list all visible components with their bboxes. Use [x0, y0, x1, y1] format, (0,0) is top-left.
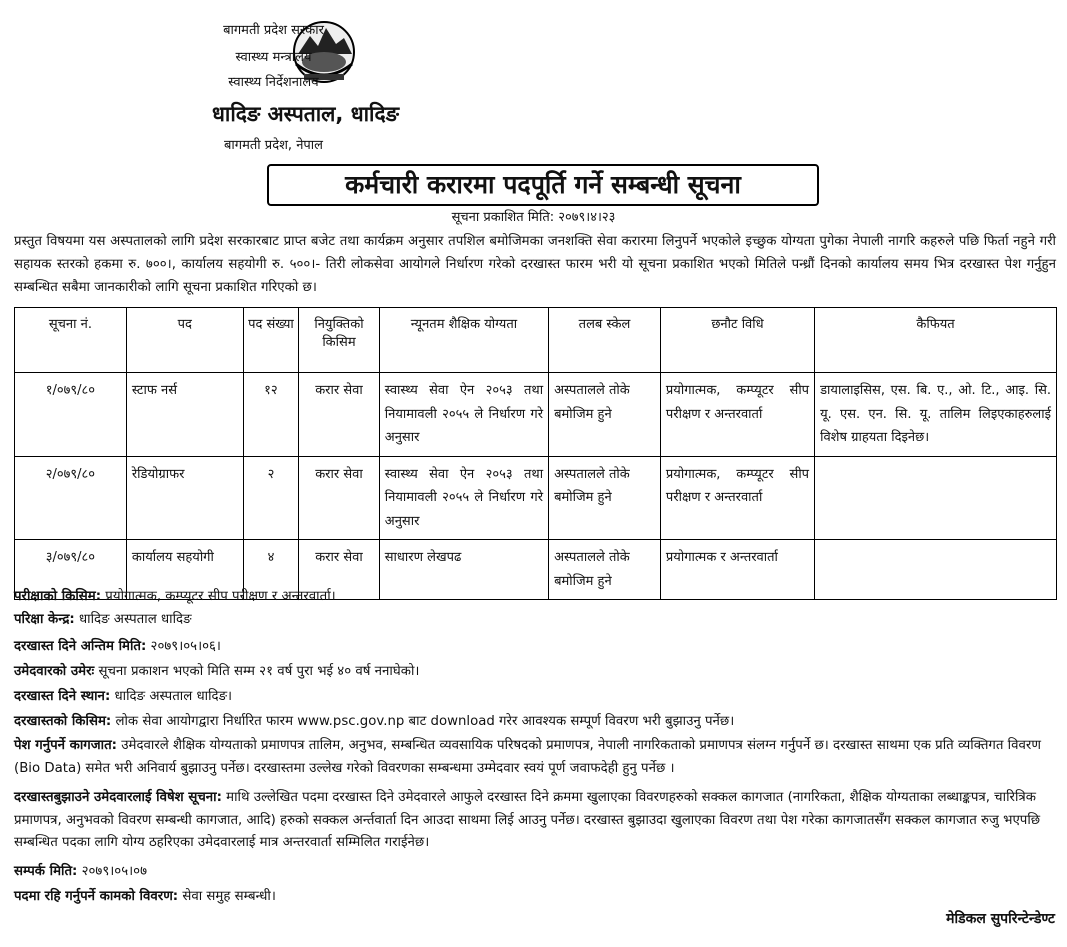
published-date: सूचना प्रकाशित मिति: २०७९।४।२३ [451, 210, 616, 225]
header-appointment-type: नियुक्तिको किसिम [299, 308, 380, 373]
cell-selection-method: प्रयोगात्मक र अन्तरवार्ता [660, 540, 814, 600]
cell-qualification: स्वास्थ्य सेवा ऐन २०५३ तथा नियामावली २०५५ ले निर्धारण गरे अनुसार [379, 373, 548, 457]
table-row [15, 456, 1057, 540]
notice-title: कर्मचारी करारमा पदपूर्ति गर्ने सम्बन्धी सूचना [267, 164, 819, 206]
info-label: परिक्षा केन्द्र: [14, 612, 75, 627]
cell-selection-method: प्रयोगात्मक, कम्प्यूटर सीप परीक्षण र अन्तरवार्ता [660, 456, 814, 540]
cell-salary-scale: अस्पतालले तोके बमोजिम हुने [549, 456, 661, 540]
cell-notice-no: १/०७९/८० [15, 373, 127, 457]
cell-appointment-type: करार सेवा [299, 456, 380, 540]
cell-appointment-type: करार सेवा [299, 373, 380, 457]
info-text: २०७९।०५।०७ [77, 864, 147, 879]
info-special-notice [14, 787, 1060, 855]
cell-post: कार्यालय सहयोगी [126, 540, 243, 600]
cell-salary-scale: अस्पतालले तोके बमोजिम हुने [549, 540, 661, 600]
info-text: सेवा समुह सम्बन्धी। [178, 889, 276, 904]
info-label: परीक्षाको किसिम: [14, 589, 102, 604]
signature-title: मेडिकल सुपरिन्टेन्डेण्ट [946, 911, 1055, 927]
cell-notice-no: ३/०७९/८० [15, 540, 127, 600]
cell-remarks: डायालाइसिस, एस. बि. ए., ओ. टि., आइ. सि. यू. एस. एन. सि. यू. तालिम लिइएकाहरुलाई विशेष ग्राहयता दिइनेछ। [815, 373, 1057, 457]
header-qualification: न्यूनतम शैक्षिक योग्यता [379, 308, 548, 373]
hospital-address: बागमती प्रदेश, नेपाल [224, 138, 323, 153]
info-label: दरखास्तबुझाउने उमेदवारलाई विषेश सूचना: [14, 790, 222, 805]
cell-post-count: २ [243, 456, 298, 540]
header-line-2: स्वास्थ्य मन्त्रालय [235, 50, 312, 65]
header-post: पद [126, 308, 243, 373]
cell-qualification: साधारण लेखपढ [379, 540, 548, 600]
hospital-name: धादिङ अस्पताल, धादिङ [211, 102, 400, 126]
info-label: पदमा रहि गर्नुपर्ने कामको विवरण: [14, 889, 179, 904]
cell-post: रेडियोग्राफर [126, 456, 243, 540]
cell-notice-no: २/०७९/८० [15, 456, 127, 540]
info-text: २०७९।०५।०६। [146, 639, 221, 654]
info-label: दरखास्त दिने स्थान: [14, 689, 111, 704]
header-notice-no: सूचना नं. [15, 308, 127, 373]
info-text: लोक सेवा आयोगद्वारा निर्धारित फारम www.psc.gov.np बाट download गरेर आवश्यक सम्पूर्ण विवरण भरी बुझाउनु पर्नेछ। [111, 714, 735, 729]
cell-post-count: ४ [243, 540, 298, 600]
cell-remarks [815, 456, 1057, 540]
cell-post-count: १२ [243, 373, 298, 457]
info-label: दरखास्त दिने अन्तिम मिति: [14, 639, 147, 654]
info-submission-place [14, 686, 1060, 709]
info-text: माथि उल्लेखित पदमा दरखास्त दिने उमेदवारले आफुले दरखास्त दिने क्रममा खुलाएका विवरणहरुको सक्कल कागजात (नागरिकता, शैक्षिक योग्यताका लब्धाङ्कपत्र, चारित्रिक प्रमाणपत्र, अनुभवको विवरण सम्बन्धी कागजात, आदि) हरुको सक्कल अर्न्तवार्ता दिन आउदा साथमा लिई आउनु पर्नेछ। दरखास्त बुझाउदा खुलाएका विवरण तथा पेश गरेका कागजातसँग सक्कल कागजात रुजु भएपछि सम्बन्धित पदका लागि योग्य ठहरिएका उमेदवारलाई मात्र अन्तरवार्ता सम्मिलित गराईनेछ। [14, 790, 1041, 850]
table-row [15, 373, 1057, 457]
header-line-1: बागमती प्रदेश सरकार [223, 23, 324, 38]
info-label: दरखास्तको किसिम: [14, 714, 112, 729]
header-selection-method: छनौट विधि [660, 308, 814, 373]
info-text: उमेदवारले शैक्षिक योग्यताको प्रमाणपत्र तालिम, अनुभव, सम्बन्धित व्यवसायिक परिषदको प्रमाणपत्र, नेपाली नागरिकताको प्रमाणपत्र संलग्न गर्नुपर्ने छ। दरखास्त साथमा एक प्रति व्यक्तिगत विवरण (Bio Data) समेत भरी अनिवार्य बुझाउनु पर्नेछ। दरखास्तमा उल्लेख गरेको विवरणका सम्बन्धमा उम्मेदवार स्वयं पूर्ण जवाफदेही हुनु पर्नेछ । [14, 738, 1041, 776]
info-deadline [14, 636, 1060, 659]
cell-qualification: स्वास्थ्य सेवा ऐन २०५३ तथा नियामावली २०५५ ले निर्धारण गरे अनुसार [379, 456, 548, 540]
info-application-type [14, 711, 1060, 734]
info-label: पेश गर्नुपर्ने कागजात: [14, 738, 117, 753]
cell-selection-method: प्रयोगात्मक, कम्प्यूटर सीप परीक्षण र अन्तरवार्ता [660, 373, 814, 457]
info-label: सम्पर्क मिति: [14, 864, 78, 879]
header-salary-scale: तलब स्केल [549, 308, 661, 373]
info-exam-type [14, 586, 1060, 609]
cell-salary-scale: अस्पतालले तोके बमोजिम हुने [549, 373, 661, 457]
table-header-row [15, 308, 1057, 373]
info-exam-center [14, 609, 1060, 632]
info-text: धादिङ अस्पताल धादिङ। [110, 689, 233, 704]
info-age [14, 661, 1060, 684]
info-job-description [14, 886, 1060, 909]
info-text: धादिङ अस्पताल धादिङ [74, 612, 192, 627]
info-text: प्रयोगात्मक, कम्प्यूटर सीप परीक्षण र अन्तरवार्ता। [101, 589, 336, 604]
info-contact-date [14, 861, 1060, 884]
vacancy-table [14, 307, 1057, 600]
cell-post: स्टाफ नर्स [126, 373, 243, 457]
intro-paragraph: प्रस्तुत विषयमा यस अस्पतालको लागि प्रदेश सरकारबाट प्राप्त बजेट तथा कार्यक्रम अनुसार तपशिल बमोजिमका जनशक्ति सेवा करारमा लिनुपर्ने भएकोले इच्छुक योग्यता पुगेका नेपाली नागरि कहरुले पछि फिर्ता नहुने गरी सहायक स्तरको हकमा रु. ७००।, कार्यालय सहयोगी रु. ५००।- तिरी लोकसेवा आयोगले निर्धारण गरेको दरखास्त फारम भरी यो सूचना प्रकाशित भएको मितिले पन्ध्रौं दिनको कार्यालय समय भित्र दरखास्त पेश गर्नुहुन सम्बन्धित सबैमा जानकारीको लागि सूचना प्रकाशित गरिएको छ। [14, 234, 1056, 295]
header-remarks: कैफियत [815, 308, 1057, 373]
info-documents [14, 735, 1060, 780]
header-post-count: पद संख्या [243, 308, 298, 373]
info-label: उमेदवारको उमेरः [14, 664, 95, 679]
info-text: सूचना प्रकाशन भएको मिति सम्म २१ वर्ष पुरा भई ४० वर्ष ननाघेको। [94, 664, 420, 679]
cell-appointment-type: करार सेवा [299, 540, 380, 600]
header-line-3: स्वास्थ्य निर्देशनालय [228, 75, 319, 90]
